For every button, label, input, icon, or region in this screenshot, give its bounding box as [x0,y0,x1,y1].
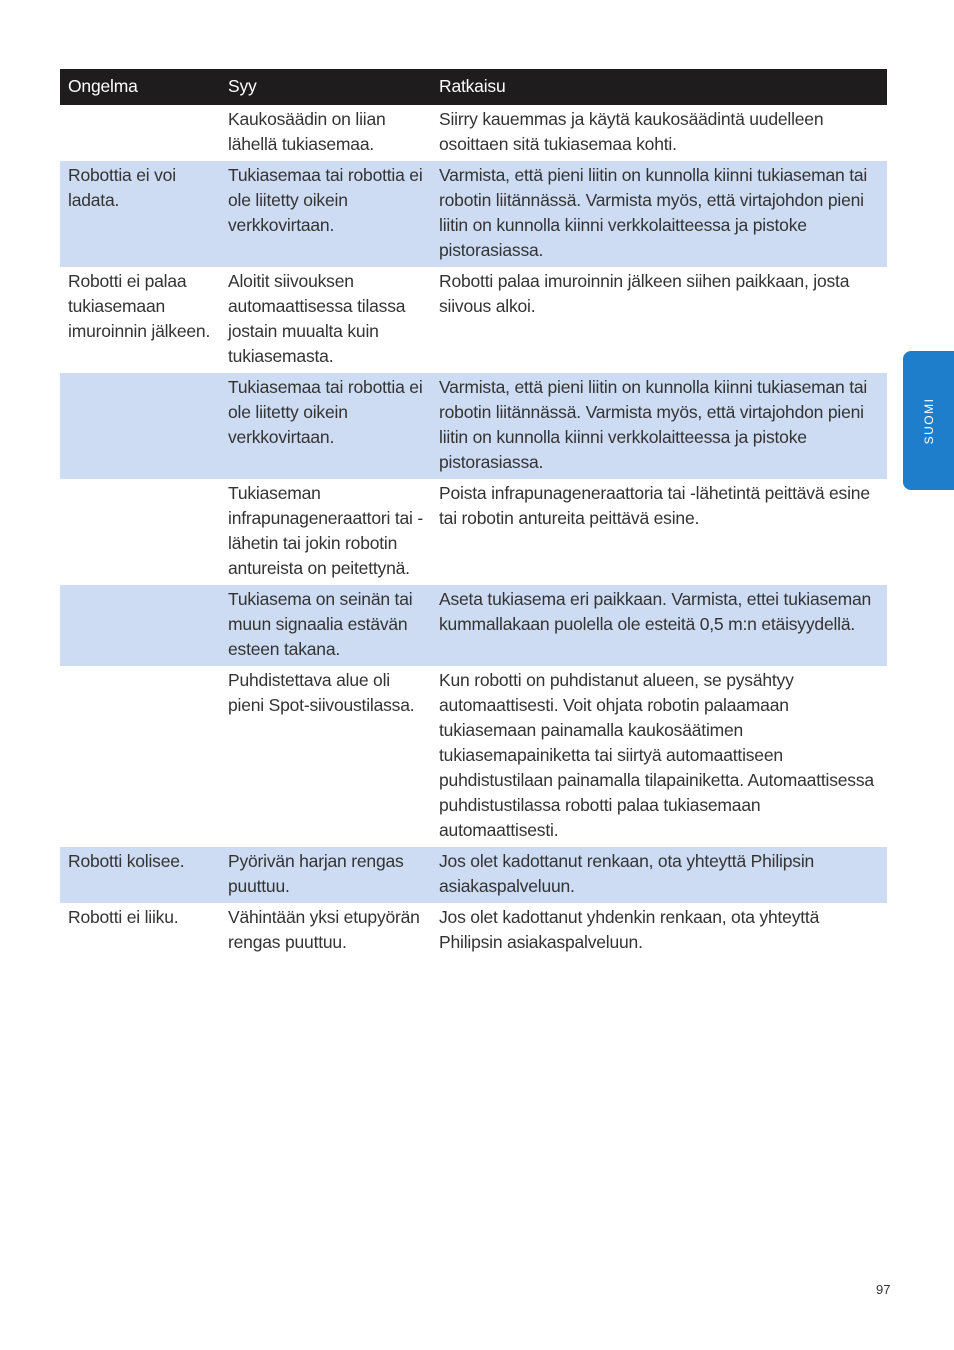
column-header-cause: Syy [220,69,431,105]
problem-cell: Robottia ei voi ladata. [60,161,220,267]
cause-cell: Tukiasemaa tai robottia ei ole liitetty oikein verkkovirtaan. [220,161,431,267]
table-row [60,267,887,373]
cause-cell: Pyörivän harjan rengas puuttuu. [220,847,431,903]
page-number: 97 [876,1282,891,1297]
cause-cell: Tukiasema on seinän tai muun signaalia estävän esteen takana. [220,585,431,666]
cause-cell: Tukiasemaa tai robottia ei ole liitetty oikein verkkovirtaan. [220,373,431,479]
solution-cell: Varmista, että pieni liitin on kunnolla kiinni tukiaseman tai robotin liitännässä. Varmista myös, että virtajohdon pieni liitin on kunnolla kiinni verkkolaitteessa ja pistoke pistorasiassa. [431,373,887,479]
table-row [60,161,887,267]
table-row [60,666,887,847]
problem-cell: Robotti kolisee. [60,847,220,903]
cause-cell: Kaukosäädin on liian lähellä tukiasemaa. [228,109,386,154]
solution-cell: Varmista, että pieni liitin on kunnolla kiinni tukiaseman tai robotin liitännässä. Varmista myös, että virtajohdon pieni liitin on kunnolla kiinni verkkolaitteessa ja pistoke pistorasiassa. [431,161,887,267]
solution-cell: Siirry kauemmas ja käytä kaukosäädintä uudelleen osoittaen sitä tukiasemaa kohti. [439,109,824,154]
table-row [60,847,887,903]
problem-cell [60,479,220,585]
problem-cell [60,105,220,161]
language-tab-label: SUOMI [921,397,936,444]
solution-cell: Aseta tukiasema eri paikkaan. Varmista, ettei tukiaseman kummallakaan puolella ole esteitä 0,5 m:n etäisyydellä. [431,585,887,666]
table-row [60,105,887,161]
solution-cell: Kun robotti on puhdistanut alueen, se pysähtyy automaattisesti. Voit ohjata robotin palaamaan tukiasemaan painamalla kaukosäätimen tukiasemapainiketta tai siirtyä automaattiseen puhdistustilaan painamalla tilapainiketta. Automaattisessa puhdistustilassa robotti palaa tukiasemaan automaattisesti. [439,670,874,840]
solution-cell: Robotti palaa imuroinnin jälkeen siihen paikkaan, josta siivous alkoi. [439,271,850,316]
language-side-tab [903,351,954,490]
solution-cell: Poista infrapunageneraattoria tai -lähetintä peittävä esine tai robotin antureita peittävä esine. [439,483,870,528]
problem-cell: Robotti ei palaa tukiasemaan imuroinnin jälkeen. [68,271,211,341]
solution-cell: Jos olet kadottanut renkaan, ota yhteyttä Philipsin asiakaspalveluun. [431,847,887,903]
table-header-row [60,69,887,105]
problem-cell: Robotti ei liiku. [68,907,179,927]
problem-cell [60,585,220,666]
column-header-problem: Ongelma [60,69,220,105]
cause-cell: Puhdistettava alue oli pieni Spot-siivoustilassa. [228,670,415,715]
problem-cell [60,373,220,479]
troubleshooting-table [60,69,887,959]
solution-cell: Jos olet kadottanut yhdenkin renkaan, ota yhteyttä Philipsin asiakaspalveluun. [439,907,820,952]
cause-cell: Aloitit siivouksen automaattisessa tilassa jostain muualta kuin tukiasemasta. [228,271,406,366]
table-row [60,903,887,959]
cause-cell: Vähintään yksi etupyörän rengas puuttuu. [228,907,420,952]
table-row [60,585,887,666]
cause-cell: Tukiaseman infrapunageneraattori tai -lähetin tai jokin robotin antureista on peitettynä. [228,483,424,578]
table-row [60,479,887,585]
problem-cell [60,666,220,847]
column-header-solution: Ratkaisu [431,69,887,105]
table-row [60,373,887,479]
